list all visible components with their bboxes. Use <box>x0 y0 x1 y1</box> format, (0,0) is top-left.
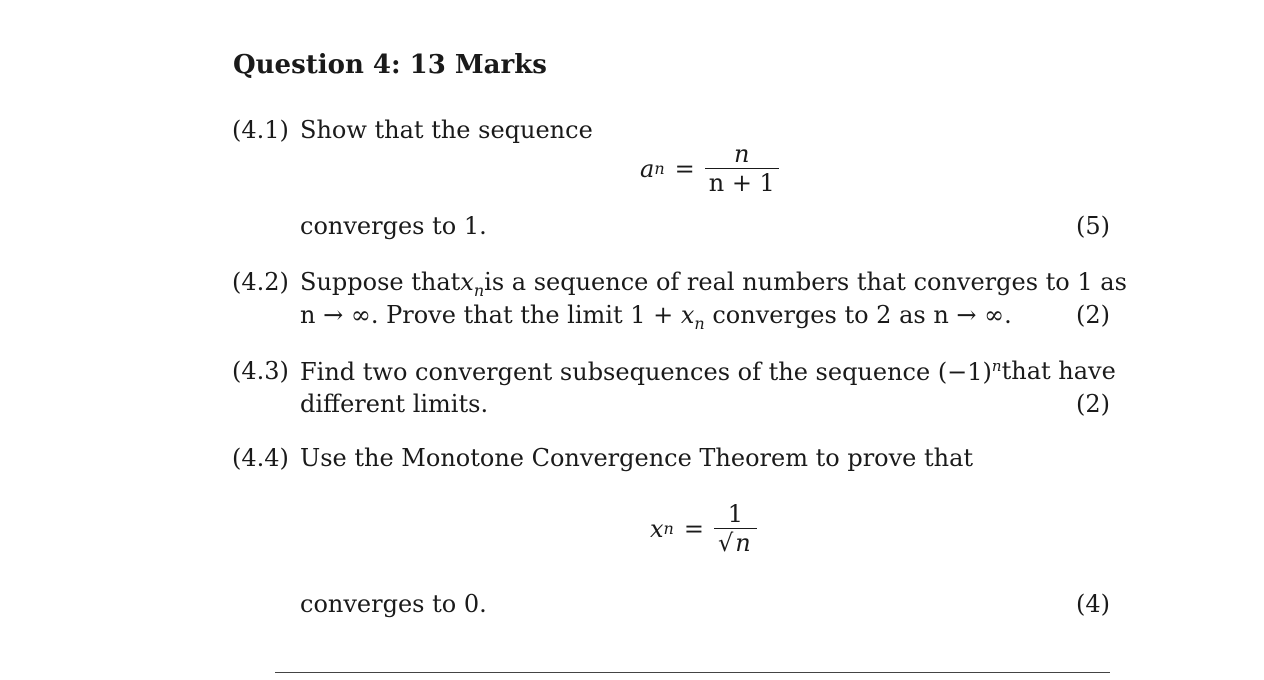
q42-number: (4.2) <box>232 268 289 296</box>
q41-number: (4.1) <box>232 116 289 144</box>
q42-line2-a: n → ∞. Prove that the limit 1 + <box>300 301 674 329</box>
q43-line1-b: that have <box>1001 357 1116 385</box>
q42-line2-b: converges to 2 as n → ∞. <box>712 301 1012 329</box>
q41-numerator: n <box>734 140 750 168</box>
q43-number: (4.3) <box>232 357 289 385</box>
q43-line1 <box>300 357 1116 386</box>
q44-radicand: n <box>735 529 751 557</box>
page-bottom-rule <box>275 672 1110 673</box>
q41-marks: (5) <box>1076 212 1110 240</box>
question-title: Question 4: 13 Marks <box>233 50 547 80</box>
q44-lhs: x <box>650 514 664 543</box>
q44-conclusion: converges to 0. <box>300 590 487 618</box>
q44-marks: (4) <box>1076 590 1110 618</box>
q44-equals: = <box>683 514 704 543</box>
q42-line1 <box>300 268 1127 300</box>
q41-conclusion: converges to 1. <box>300 212 487 240</box>
q42-line2 <box>300 301 1012 333</box>
q44-fraction <box>714 500 757 557</box>
q42-line1-a: Suppose that <box>300 268 461 296</box>
q42-line1-sub: n <box>473 280 485 300</box>
q41-lhs-sub: n <box>654 159 665 178</box>
q44-number: (4.4) <box>232 444 289 472</box>
q44-text: Use the Monotone Convergence Theorem to prove that <box>300 444 974 472</box>
q41-equals: = <box>674 154 695 183</box>
q43-line1-sup: n <box>991 357 1002 375</box>
q43-line2: different limits. <box>300 390 489 418</box>
q42-marks: (2) <box>1076 301 1110 329</box>
q44-equation <box>650 500 757 557</box>
q44-numerator: 1 <box>727 500 743 528</box>
q41-fraction <box>705 140 779 197</box>
q43-marks: (2) <box>1076 390 1110 418</box>
q41-lhs: a <box>640 154 655 183</box>
q42-line2-var: x <box>680 301 695 329</box>
q43-line1-a: Find two convergent subsequences of the sequence (−1) <box>300 358 992 386</box>
q42-line2-sub: n <box>694 313 705 333</box>
q44-denominator <box>714 529 757 557</box>
q44-radical-sign: √ <box>717 529 734 557</box>
q41-text: Show that the sequence <box>300 116 593 144</box>
q41-denominator: n + 1 <box>708 169 775 197</box>
q42-line1-b: is a sequence of real numbers that converges to 1 as <box>484 268 1127 296</box>
q42-line1-var: x <box>460 268 474 296</box>
q44-lhs-sub: n <box>663 519 674 538</box>
q41-equation <box>640 140 779 197</box>
